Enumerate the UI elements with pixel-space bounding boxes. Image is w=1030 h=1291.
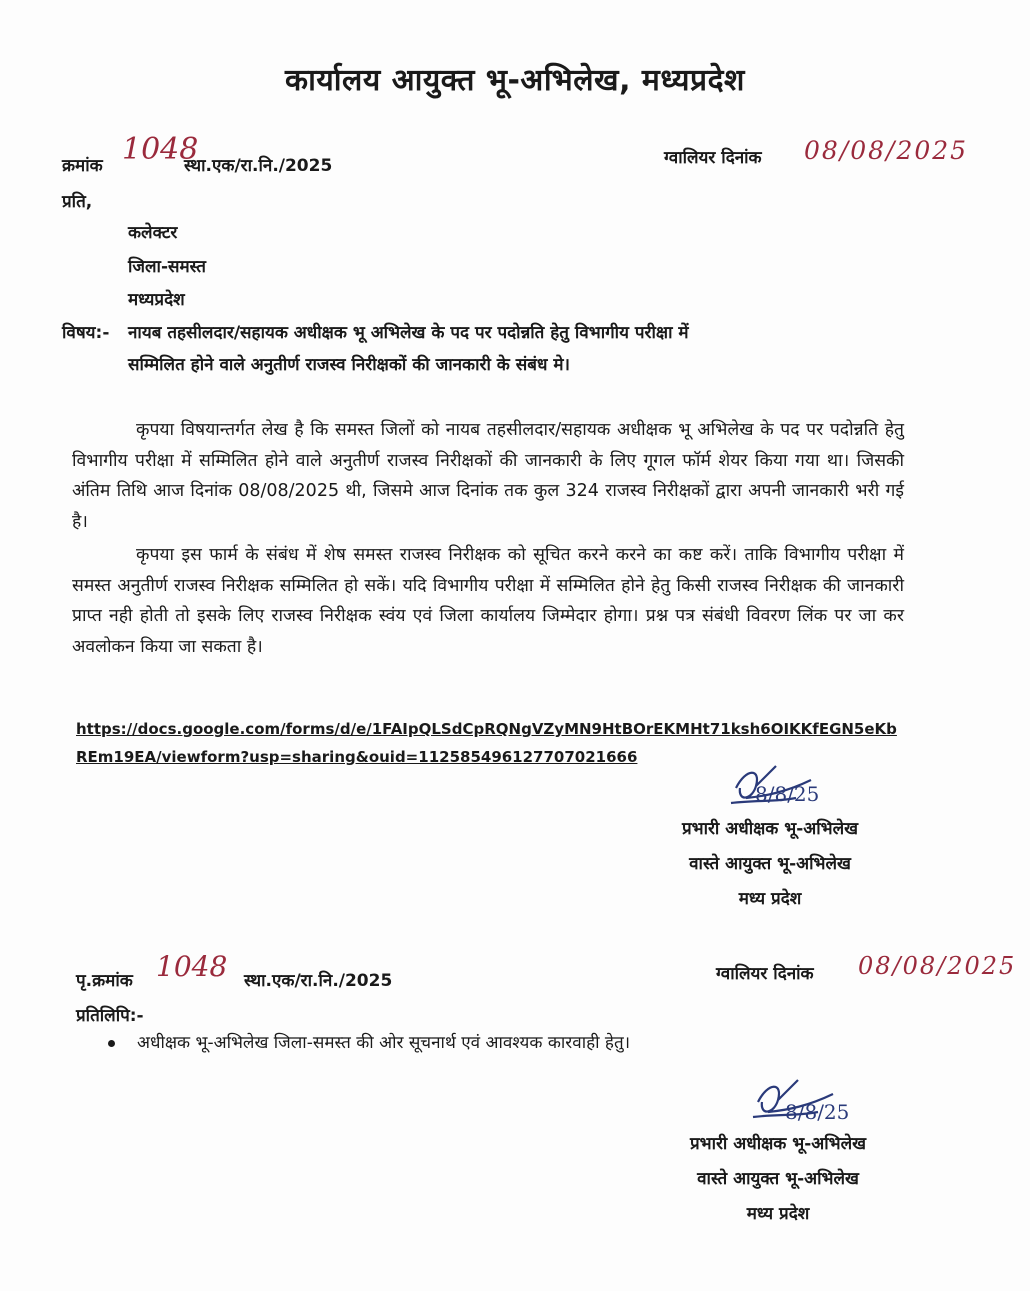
google-form-link[interactable]: https://docs.google.com/forms/d/e/1FAIpQLSdCpRQNgVZyMN9HtBOrEKMHt71ksh6OIKKfEGN5eKbREm19EA/viewform?usp=sharing&ouid=112585496127707021666: [76, 720, 897, 766]
ref-label: क्रमांक: [62, 156, 103, 176]
copy-label: प्रतिलिपि:-: [76, 1006, 144, 1026]
endorsement-place-date-label: ग्वालियर दिनांक: [716, 964, 814, 984]
ref-handwritten-number: 1048: [122, 132, 199, 167]
endorsement-handwritten-date: 08/08/2025: [858, 952, 1017, 980]
signatory-designation: प्रभारी अधीक्षक भू-अभिलेख: [681, 819, 859, 839]
body-paragraph-2: कृपया इस फार्म के संबंध में शेष समस्त राजस्व निरीक्षक को सूचित करने करने का कष्ट करें। ताकि विभागीय परीक्षा में समस्त अनुतीर्ण राजस्व निरीक्षक सम्मिलित हो सकें। यदि विभागीय परीक्षा में सम्मिलित होने हेतु किसी राजस्व निरीक्षक की जानकारी प्राप्त नही होती तो इसके लिए राजस्व निरीक्षक स्वंय एवं जिला कार्यालय जिम्मेदार होगा। प्रश्न पत्र संबंधी विवरण लिंक पर जा कर अवलोकन किया जा सकता है।: [72, 545, 904, 657]
signatory-block: [640, 812, 900, 917]
signatory-for: वास्ते आयुक्त भू-अभिलेख: [689, 854, 851, 874]
copy-list-item: [108, 1030, 630, 1053]
recipient-line: मध्यप्रदेश: [128, 290, 185, 310]
signature-date: 8/8/25: [755, 782, 820, 806]
signatory-state: मध्य प्रदेश: [738, 889, 802, 909]
subject-label: विषय:-: [62, 323, 110, 343]
body-paragraph-1: कृपया विषयान्तर्गत लेख है कि समस्त जिलों को नायब तहसीलदार/सहायक अधीक्षक भू अभिलेख के पद पर पदोन्नति हेतु विभागीय परीक्षा में सम्मिलित होने वाले अनुतीर्ण राजस्व निरीक्षकों की जानकारी के लिए गूगल फॉर्म शेयर किया गया था। जिसकी अंतिम तिथि आज दिनांक 08/08/2025 थी, जिसमे आज दिनांक तक कुल 324 राजस्व निरीक्षकों द्वारा अपनी जानकारी भरी गई है।: [72, 420, 904, 532]
ref-suffix: स्था.एक/रा.नि./2025: [184, 156, 333, 176]
bullet-icon: [108, 1040, 115, 1047]
endorsement-signature-date: 8/8/25: [785, 1100, 850, 1124]
subject-line-2: सम्मिलित होने वाले अनुतीर्ण राजस्व निरीक्षकों की जानकारी के संबंध मे।: [128, 355, 570, 375]
handwritten-date: 08/08/2025: [804, 136, 969, 165]
copy-item-text: अधीक्षक भू-अभिलेख जिला-समस्त की ओर सूचनार्थ एवं आवश्यक कारवाही हेतु।: [137, 1033, 631, 1053]
endorsement-ref-suffix: स्था.एक/रा.नि./2025: [244, 971, 393, 991]
endorsement-ref-label: पृ.क्रमांक: [76, 971, 133, 991]
signatory-state: मध्य प्रदेश: [746, 1204, 810, 1224]
recipient-line: कलेक्टर: [128, 223, 178, 243]
signatory-designation: प्रभारी अधीक्षक भू-अभिलेख: [689, 1134, 867, 1154]
recipient-line: जिला-समस्त: [128, 257, 206, 277]
signatory-for: वास्ते आयुक्त भू-अभिलेख: [697, 1169, 859, 1189]
to-label: प्रति,: [62, 192, 93, 212]
place-date-label: ग्वालियर दिनांक: [664, 148, 762, 168]
office-heading: कार्यालय आयुक्त भू-अभिलेख, मध्यप्रदेश: [285, 63, 745, 98]
subject-line-1: नायब तहसीलदार/सहायक अधीक्षक भू अभिलेख के पद पर पदोन्नति हेतु विभागीय परीक्षा में: [128, 323, 689, 343]
endorsement-handwritten-number: 1048: [156, 950, 228, 983]
endorsement-signatory-block: [648, 1127, 908, 1232]
